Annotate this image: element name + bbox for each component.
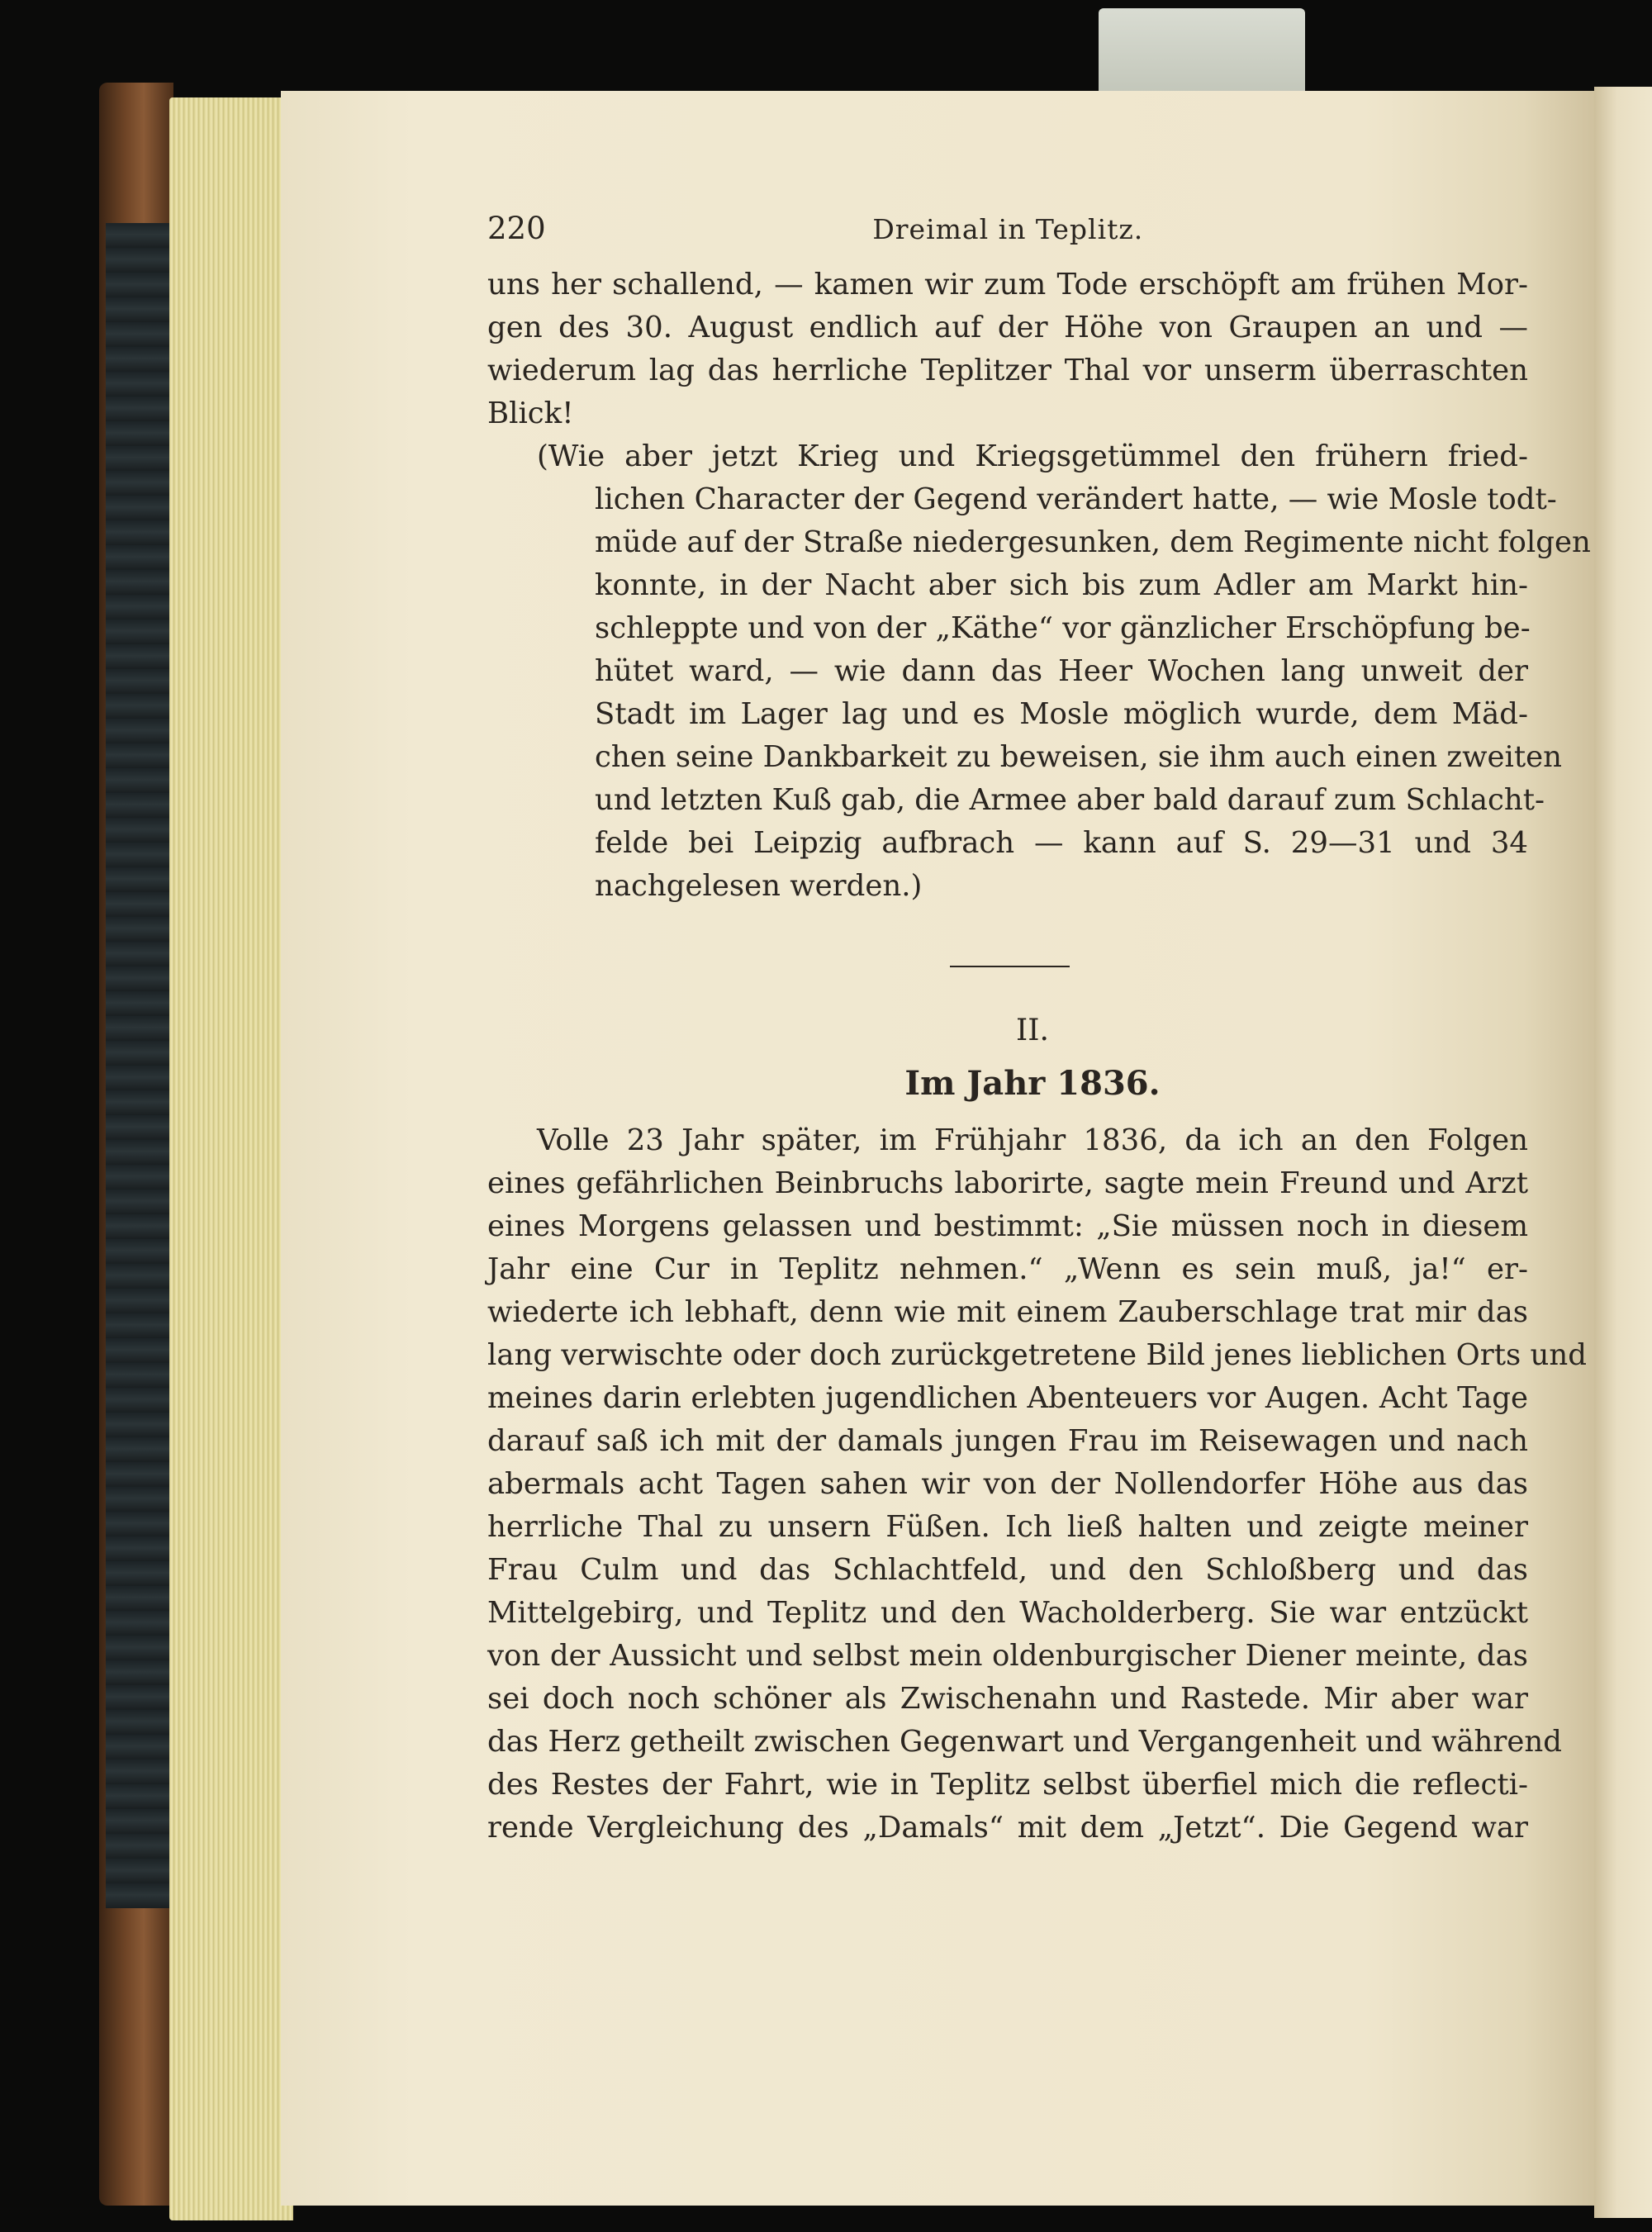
running-head [487, 211, 1528, 252]
text-line: wiederum lag das herrliche Teplitzer Thal vor unserm überraschten [487, 354, 1528, 387]
text-line: des Restes der Fahrt, wie in Teplitz selbst überfiel mich die reflecti- [487, 1768, 1528, 1802]
running-title: Dreimal in Teplitz. [872, 213, 1144, 245]
text-line: darauf saß ich mit der damals jungen Frau im Reisewagen und nach [487, 1424, 1528, 1458]
text-line: herrliche Thal zu unsern Füßen. Ich ließ halten und zeigte meiner [487, 1510, 1528, 1544]
text-line: nachgelesen werden.) [595, 869, 923, 903]
page-number: 220 [487, 211, 546, 246]
text-line: uns her schallend, — kamen wir zum Tode erschöpft am frühen Mor- [487, 268, 1528, 302]
text-line: Blick! [487, 397, 574, 430]
book-spine-band [106, 223, 170, 1908]
text-line: lichen Character der Gegend verändert hatte, — wie Mosle todt- [595, 482, 1557, 516]
section-paragraph [487, 1119, 1587, 1850]
text-line: Volle 23 Jahr später, im Frühjahr 1836, da ich an den Folgen [537, 1123, 1528, 1157]
text-line: chen seine Dankbarkeit zu beweisen, sie ihm auch einen zweiten [595, 740, 1562, 774]
divider-rule [950, 966, 1070, 967]
text-line: Jahr eine Cur in Teplitz nehmen.“ „Wenn es sein muß, ja!“ er- [487, 1252, 1528, 1286]
text-line: hütet ward, — wie dann das Heer Wochen lang unweit der [595, 654, 1528, 688]
text-line: felde bei Leipzig aufbrach — kann auf S. 29—31 und 34 [595, 826, 1528, 860]
text-line: und letzten Kuß gab, die Armee aber bald darauf zum Schlacht- [595, 783, 1545, 817]
page-text [487, 211, 1591, 1850]
text-line: sei doch noch schöner als Zwischenahn und Rastede. Mir aber war [487, 1682, 1528, 1716]
facing-page-edge [1594, 87, 1652, 2218]
text-line: schleppte und von der „Käthe“ vor gänzlicher Erschöpfung be- [595, 611, 1531, 645]
text-line: konnte, in der Nacht aber sich bis zum Adler am Markt hin- [595, 568, 1528, 602]
section-number: II. [1016, 1014, 1049, 1047]
section-divider [487, 908, 1528, 999]
text-line: Frau Culm und das Schlachtfeld, und den Schloßberg und das [487, 1553, 1528, 1587]
parenthetical-paragraph [487, 435, 1591, 908]
section-title: Im Jahr 1836. [904, 1064, 1161, 1103]
text-line: müde auf der Straße niedergesunken, dem Regimente nicht folgen [595, 525, 1591, 559]
text-line: lang verwischte oder doch zurückgetretene Bild jenes lieblichen Orts und [487, 1338, 1587, 1372]
text-line: eines gefährlichen Beinbruchs laborirte, sagte mein Freund und Arzt [487, 1166, 1528, 1200]
text-line: gen des 30. August endlich auf der Höhe von Graupen an und — [487, 311, 1528, 344]
text-line: Mittelgebirg, und Teplitz und den Wacholderberg. Sie war entzückt [487, 1596, 1528, 1630]
text-line: das Herz getheilt zwischen Gegenwart und Vergangenheit und während [487, 1725, 1562, 1759]
text-line: Stadt im Lager lag und es Mosle möglich wurde, dem Mäd- [595, 697, 1528, 731]
page-edges [169, 97, 293, 2220]
text-line: rende Vergleichung des „Damals“ mit dem „Jetzt“. Die Gegend war [487, 1811, 1528, 1845]
text-line: wiederte ich lebhaft, denn wie mit einem Zauberschlage trat mir das [487, 1295, 1528, 1329]
paragraph-continuation [487, 264, 1528, 435]
text-line: abermals acht Tagen sahen wir von der Nollendorfer Höhe aus das [487, 1467, 1528, 1501]
text-line: von der Aussicht und selbst mein oldenburgischer Diener meinte, das [487, 1639, 1528, 1673]
text-line: meines darin erlebten jugendlichen Abenteuers vor Augen. Acht Tage [487, 1381, 1528, 1415]
text-line: (Wie aber jetzt Krieg und Kriegsgetümmel den frühern fried- [537, 439, 1528, 473]
text-line: eines Morgens gelassen und bestimmt: „Sie müssen noch in diesem [487, 1209, 1528, 1243]
